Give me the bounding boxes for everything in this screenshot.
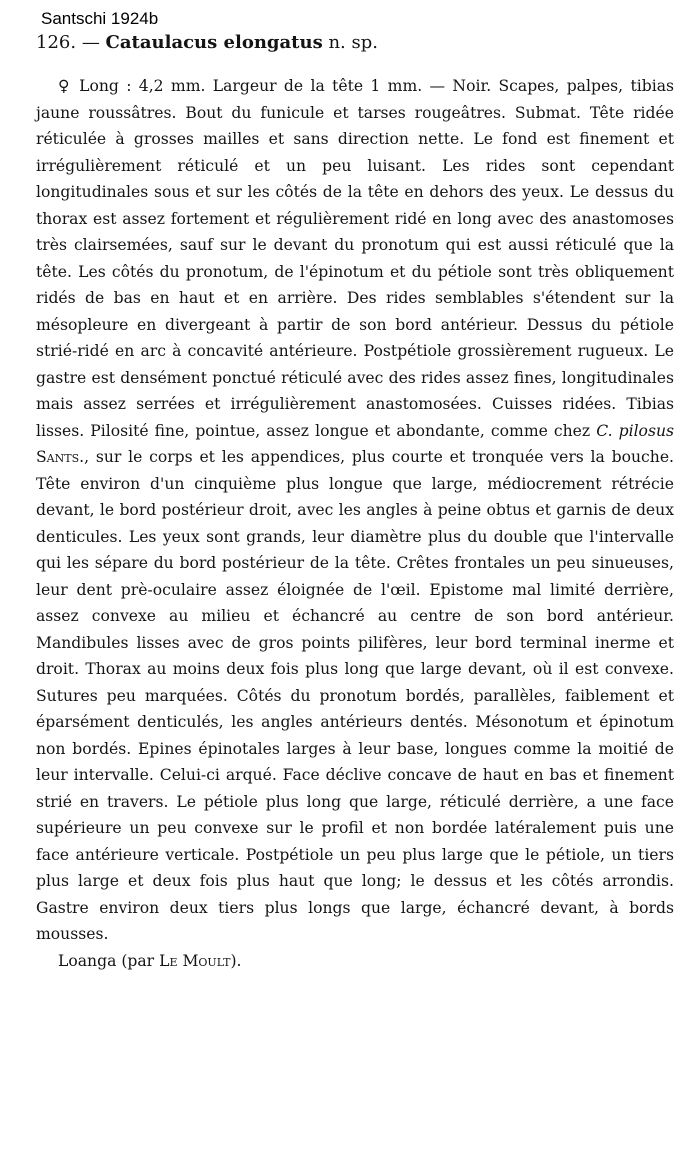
species-status: n. sp. bbox=[328, 32, 378, 53]
species-number: 126. bbox=[36, 32, 77, 53]
comparison-author: Sants. bbox=[36, 448, 85, 466]
species-heading bbox=[36, 32, 378, 53]
description-text-continued: , sur le corps et les appendices, plus courte et tronquée vers la bouche. Tête environ d'un cinquième plus longue que large, médiocrement rétrécie devant, le bord postérieur droit, avec les angles à peine obtus et garnis de deux denticules. Les yeux sont grands, leur diamètre plus du double que l'intervalle qui les sépare du bord postérieur de la tête. Crêtes frontales un peu sinueuses, leur dent prè-oculaire assez éloignée de l'œil. Epistome mal limité derrière, assez convexe au milieu et échancré au centre de son bord antérieur. Mandibules lisses avec de gros points pilifères, leur bord terminal inerme et droit. Thorax au moins deux fois plus long que large devant, où il est convexe. Sutures peu marquées. Côtés du pronotum bordés, parallèles, faiblement et éparsément denticulés, les angles antérieurs dentés. Mésonotum et épinotum non bordés. Epines épinotales larges à leur base, longues comme la moitié de leur intervalle. Celui-ci arqué. Face déclive concave de haut en bas et finement strié en travers. Le pétiole plus long que large, réticulé derrière, a une face supérieure un peu convexe sur le profil et non bordée latéralement puis une face antérieure verticale. Postpétiole un peu plus large que le pétiole, un tiers plus large et deux fois plus haut que long; le dessus et les côtés arrondis. Gastre environ deux tiers plus longs que large, échancré devant, à bords mousses. bbox=[36, 448, 674, 943]
locality-line bbox=[36, 948, 674, 975]
comparison-species: C. pilosus bbox=[596, 421, 674, 440]
locality-close: ). bbox=[230, 951, 242, 970]
collector-name: Le Moult bbox=[159, 951, 231, 970]
species-description bbox=[36, 73, 674, 974]
description-paragraph bbox=[36, 73, 674, 948]
source-citation: Santschi 1924b bbox=[41, 9, 159, 28]
locality-place: Loanga (par bbox=[58, 951, 155, 970]
heading-dash: — bbox=[81, 32, 100, 53]
species-name: Cataulacus elongatus bbox=[105, 32, 323, 53]
description-text: ♀ Long : 4,2 mm. Largeur de la tête 1 mm. — Noir. Scapes, palpes, tibias jaune roussâtres. Bout du funicule et tarses rougeâtres. Submat. Tête ridée réticulée à grosses mailles et sans direction nette. Le fond est finement et irrégulièrement réticulé et un peu luisant. Les rides sont cependant longitudinales sous et sur les côtés de la tête en dehors des yeux. Le dessus du thorax est assez fortement et régulièrement ridé en long avec des anastomoses très clairsemées, sauf sur le devant du pronotum qui est aussi réticulé que la tête. Les côtés du pronotum, de l'épinotum et du pétiole sont très obliquement ridés de bas en haut et en arrière. Des rides semblables s'étendent sur la mésopleure en divergeant à partir de son bord antérieur. Dessus du pétiole strié-ridé en arc à concavité antérieure. Postpétiole grossièrement rugueux. Le gastre est densément ponctué réticulé avec des rides assez fines, longitudinales mais assez serrées et irrégulièrement anastomosées. Cuisses ridées. Tibias lisses. Pilosité fine, pointue, assez longue et abondante, comme chez bbox=[36, 77, 674, 440]
